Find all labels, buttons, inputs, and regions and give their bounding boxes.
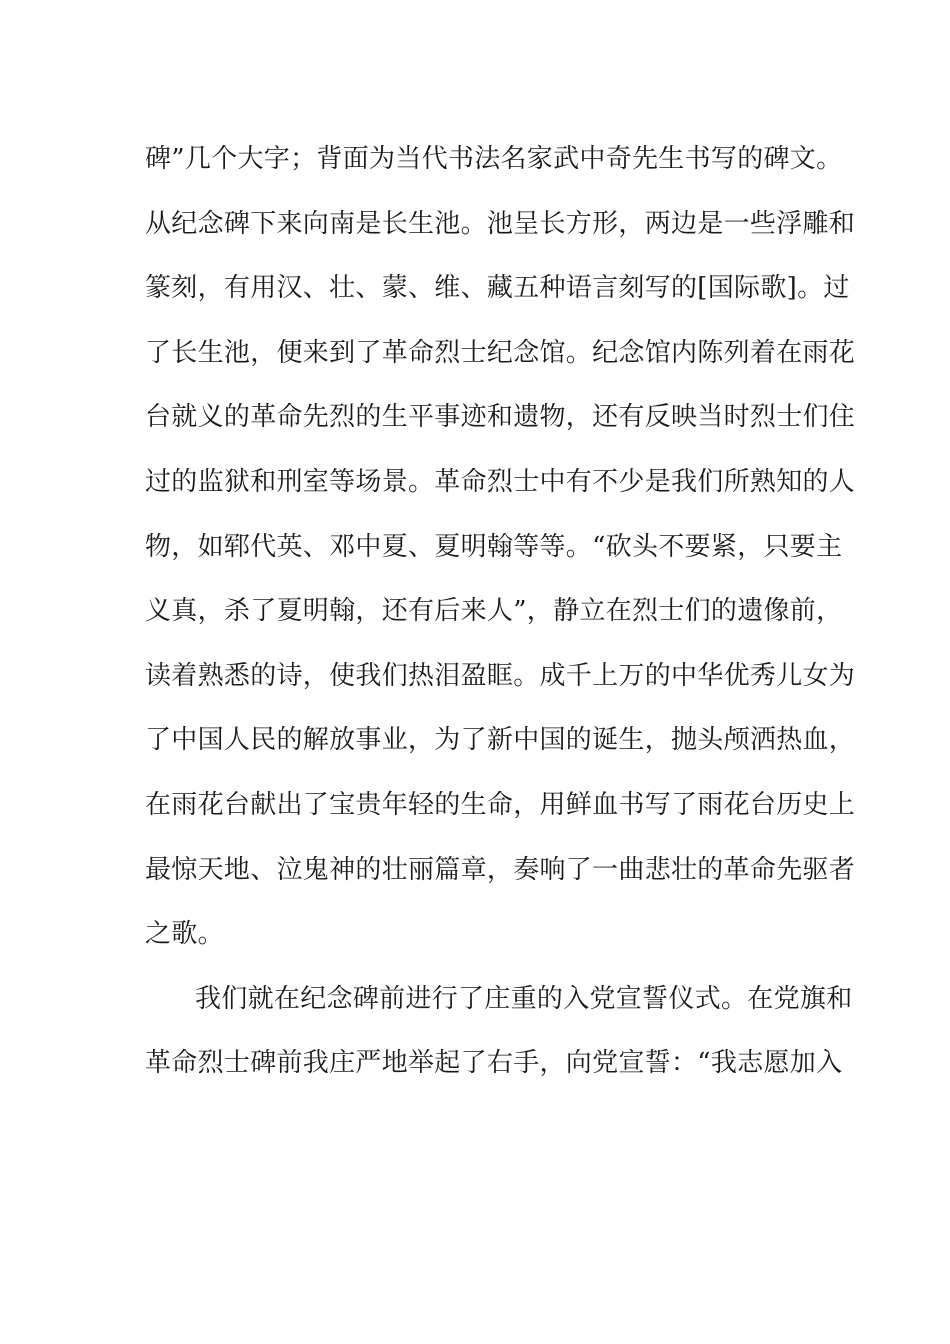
text-line: 义真，杀了夏明翰，还有后来人”，静立在烈士们的遗像前， bbox=[145, 596, 843, 627]
text-line: 台就义的革命先烈的生平事迹和遗物，还有反映当时烈士们住 bbox=[145, 402, 856, 433]
text-line: 了长生池，便来到了革命烈士纪念馆。纪念馆内陈列着在雨花 bbox=[145, 337, 856, 368]
paragraph-first-line: 我们就在纪念碑前进行了庄重的入党宣誓仪式。在党旗和 bbox=[195, 983, 853, 1014]
text-line: 在雨花台献出了宝贵年轻的生命，用鲜血书写了雨花台历史上 bbox=[145, 789, 856, 820]
body-text bbox=[145, 127, 856, 1096]
text-line: 革命烈士碑前我庄严地举起了右手，向党宣誓：“我志愿加入 bbox=[145, 1048, 843, 1079]
text-line: 篆刻，有用汉、壮、蒙、维、藏五种语言刻写的[国际歌]。过 bbox=[145, 273, 850, 304]
text-line: 读着熟悉的诗，使我们热泪盈眶。成千上万的中华优秀儿女为 bbox=[145, 660, 856, 691]
text-line: 从纪念碑下来向南是长生池。池呈长方形，两边是一些浮雕和 bbox=[145, 208, 856, 239]
text-line: 物，如郓代英、邓中夏、夏明翰等等。“砍头不要紧，只要主 bbox=[145, 531, 843, 562]
text-line: 碑”几个大字；背面为当代书法名家武中奇先生书写的碑文。 bbox=[145, 144, 843, 174]
text-line: 了中国人民的解放事业，为了新中国的诞生，抛头颅洒热血， bbox=[145, 725, 856, 756]
text-line: 最惊天地、泣鬼神的壮丽篇章，奏响了一曲悲壮的革命先驱者 bbox=[145, 854, 856, 885]
text-line: 过的监狱和刑室等场景。革命烈士中有不少是我们所熟知的人 bbox=[145, 466, 856, 497]
text-line: 之歌。 bbox=[145, 919, 224, 950]
